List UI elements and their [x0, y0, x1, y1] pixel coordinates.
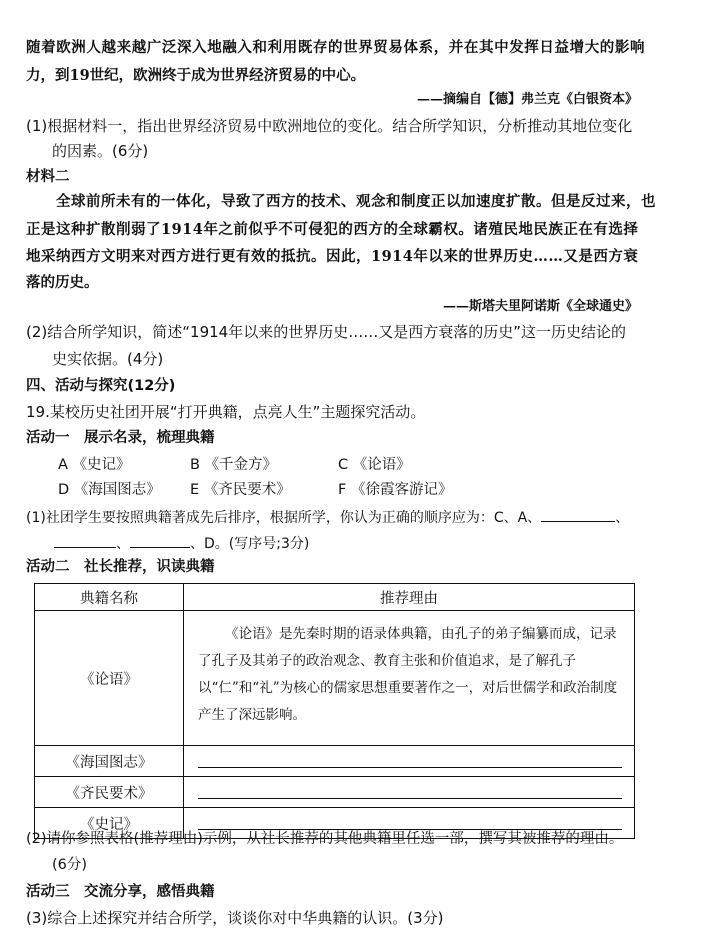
question-1-line2: 的因素。(6分): [52, 142, 149, 160]
activity-2-question-line2: (6分): [52, 857, 88, 873]
table-header-reason: 推荐理由: [184, 584, 635, 611]
question-2-line2: 史实依据。(4分): [52, 350, 164, 368]
option-d: [58, 480, 161, 500]
activity-1-question-line2: [54, 533, 309, 554]
table-row: [35, 746, 635, 777]
option-book: 《千金方》: [204, 457, 278, 473]
material2-line4: 落的历史。: [26, 274, 99, 291]
option-letter: F: [338, 482, 347, 498]
answer-blank-1[interactable]: [541, 507, 615, 522]
material1-source: ——摘编自【德】弗兰克《白银资本》: [416, 92, 638, 107]
activity-1-question-line1: [26, 507, 629, 528]
material2-line1: 全球前所未有的一体化，导致了西方的技术、观念和制度正以加速度扩散。但是反过来，也: [56, 193, 656, 210]
option-letter: B: [190, 457, 200, 473]
question-2-line1: (2)结合所学知识，简述“1914年以来的世界历史……又是西方衰落的历史”这一历史结论的: [26, 323, 626, 341]
recommendation-table: [34, 583, 635, 839]
answer-blank-3[interactable]: [130, 533, 190, 548]
table-cell-answer[interactable]: [184, 777, 635, 808]
option-c: [338, 455, 411, 475]
question-19-intro: 19.某校历史社团开展“打开典籍，点亮人生”主题探究活动。: [26, 403, 426, 421]
table-header-row: [35, 584, 635, 611]
table-cell-book: 《史记》: [35, 808, 184, 839]
option-book: 《史记》: [72, 457, 131, 473]
answer-line: [198, 753, 622, 768]
separator: 、: [615, 510, 630, 526]
material2-source: ——斯塔夫里阿诺斯《全球通史》: [442, 299, 638, 314]
table-cell-book: 《海国图志》: [35, 746, 184, 777]
table-cell-reason: 《论语》是先秦时期的语录体典籍，由孔子的弟子编纂而成，记录了孔子及其弟子的政治观念、教育主张和价值追求，是了解孔子以“仁”和“礼”为核心的儒家思想重要著作之一，对后世儒学和政治制度产生了深远影响。: [184, 611, 635, 746]
material1-line2: 力，到19世纪，欧洲终于成为世界经济贸易的中心。: [26, 67, 366, 84]
table-cell-book: 《齐民要术》: [35, 777, 184, 808]
option-a: [58, 455, 131, 475]
material1-line1: 随着欧洲人越来越广泛深入地融入和利用既存的世界贸易体系，并在其中发挥日益增大的影响: [26, 39, 646, 56]
question-1-line1: (1)根据材料一，指出世界经济贸易中欧洲地位的变化。结合所学知识，分析推动其地位变化: [26, 117, 633, 135]
activity-3-question: (3)综合上述探究并结合所学，谈谈你对中华典籍的认识。(3分): [26, 909, 444, 927]
material2-heading: 材料二: [26, 169, 70, 185]
option-letter: E: [190, 482, 200, 498]
answer-blank-2[interactable]: [54, 533, 116, 548]
table-cell-book: 《论语》: [35, 611, 184, 746]
option-book: 《海国图志》: [73, 482, 161, 498]
activity-1-question-tail: 、D。(写序号;3分): [190, 536, 310, 552]
section-4-heading: 四、活动与探究(12分): [26, 378, 176, 394]
separator: 、: [116, 536, 130, 552]
option-e: [190, 480, 291, 500]
activity-1-question-text: (1)社团学生要按照典籍著成先后排序，根据所学，你认为正确的顺序应为：C、A、: [26, 510, 542, 526]
table-row: [35, 777, 635, 808]
answer-line: [198, 784, 622, 799]
option-letter: A: [58, 457, 68, 473]
activity-3-title: 活动三 交流分享，感悟典籍: [26, 884, 215, 900]
material2-line3: 地采纳西方文明来对西方进行更有效的抵抗。因此，1914年以来的世界历史……又是西方衰: [26, 248, 639, 265]
option-book: 《齐民要术》: [203, 482, 291, 498]
option-letter: C: [338, 457, 349, 473]
table-cell-answer[interactable]: [184, 746, 635, 777]
option-letter: D: [58, 482, 70, 498]
option-book: 《论语》: [352, 457, 411, 473]
table-header-name: 典籍名称: [35, 584, 184, 611]
activity-1-title: 活动一 展示名录，梳理典籍: [26, 430, 215, 446]
option-b: [190, 455, 277, 475]
activity-2-title: 活动二 社长推荐，识读典籍: [26, 559, 215, 575]
option-book: 《徐霞客游记》: [350, 482, 453, 498]
answer-line: [198, 815, 622, 830]
material2-line2: 正是这种扩散削弱了1914年之前似乎不可侵犯的西方的全球霸权。诸殖民地民族正在有选择: [26, 221, 639, 238]
option-f: [338, 480, 452, 500]
activity-2-question-line1: (2)请你参照表格(推荐理由)示例，从社长推荐的其他典籍里任选一部，撰写其被推荐的理由。: [26, 831, 624, 847]
table-row: [35, 611, 635, 746]
